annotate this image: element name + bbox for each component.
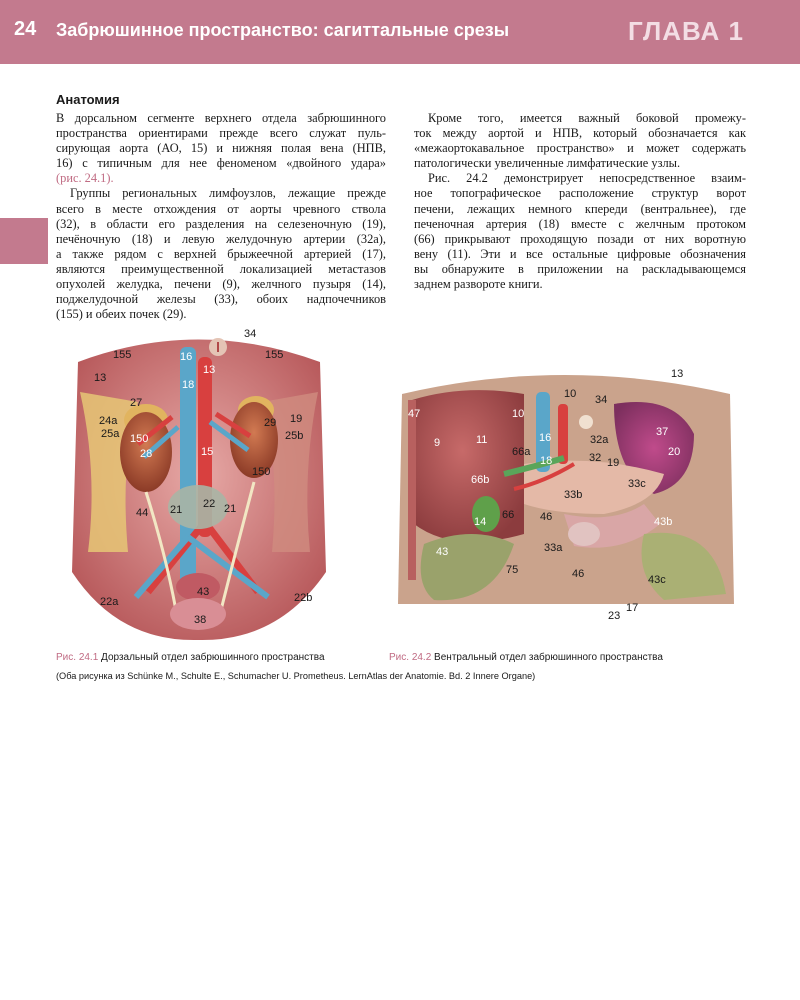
- figure-label: 75: [506, 564, 519, 576]
- figure-label: 21: [224, 503, 237, 515]
- figure-label: 66b: [471, 474, 490, 486]
- left-column: [56, 111, 386, 322]
- text-line: всего в месте отхождения от аорты чревного ствола: [56, 201, 386, 216]
- figure-label: 46: [540, 511, 553, 523]
- text-line: поджелудочной железы (33), обоих надпочечников: [56, 292, 386, 307]
- figure-label: 34: [244, 328, 257, 340]
- figure-label: 19: [607, 457, 620, 469]
- figure-label: 15: [201, 446, 214, 458]
- figure-caption: [389, 652, 663, 663]
- figure-label: 66a: [512, 446, 531, 458]
- text-line: являются преимущественной локализацией метастазов: [56, 261, 386, 276]
- text-line: Кроме того, имеется важный боковой промежу-: [428, 111, 746, 125]
- figure-caption: [56, 652, 325, 663]
- figure-label: 150: [252, 466, 271, 478]
- text-line: печени, лежащих немного кпереди (вентральнее), где: [414, 201, 746, 216]
- figure-label: 13: [671, 368, 684, 380]
- figure-label: 14: [474, 516, 487, 528]
- figure-label: 10: [564, 388, 577, 400]
- caption-label: Рис. 24.2: [389, 652, 432, 663]
- figure-label: 43: [197, 586, 210, 598]
- figure-24-1-illustration: [58, 322, 340, 642]
- text-line: заднем развороте книги.: [414, 277, 543, 292]
- text-line: пространства ориентирами прежде всего служат пуль-: [56, 126, 386, 141]
- thumb-tab: [0, 218, 48, 264]
- page-number: 24: [14, 18, 37, 40]
- text-line: В дорсальном сегменте верхнего отдела забрюшинного: [56, 111, 386, 125]
- figure-label: 155: [113, 349, 132, 361]
- figure-label: 11: [476, 434, 488, 446]
- figure-reference: (рис. 24.1).: [56, 171, 114, 186]
- figure-label: 13: [94, 372, 107, 384]
- figure-label: 43b: [654, 516, 673, 528]
- figure-label: 16: [180, 351, 193, 363]
- caption-text: Дорзальный отдел забрюшинного пространства: [98, 652, 325, 663]
- figure-label: 24a: [99, 415, 118, 427]
- figure-source-note: (Оба рисунка из Schünke M., Schulte E., Schumacher U. Prometheus. LernAtlas der Anatomie. Bd. 2 Innere Organe): [56, 671, 536, 681]
- figure-label: 37: [656, 426, 669, 438]
- running-title: Забрюшинное пространство: сагиттальные срезы: [56, 20, 510, 40]
- figure-label: 21: [170, 504, 183, 516]
- text-line: печёночную (18) и левую желудочную артерии (32а),: [56, 231, 386, 246]
- figure-label: 10: [512, 408, 525, 420]
- figure-label: 20: [668, 446, 681, 458]
- figure-label: 17: [626, 602, 639, 614]
- figure-label: 38: [194, 614, 207, 626]
- page-header: [0, 0, 800, 64]
- figure-label: 22: [203, 498, 216, 510]
- text-line: Группы региональных лимфоузлов, лежащие прежде: [70, 186, 386, 201]
- figure-label: 18: [540, 455, 553, 467]
- figure-label: 9: [434, 437, 441, 449]
- figure-label: 29: [264, 417, 277, 429]
- section-heading: Анатомия: [56, 92, 120, 107]
- figure-label: 27: [130, 397, 143, 409]
- figure-label: 22b: [294, 592, 313, 604]
- figure-label: 47: [408, 408, 421, 420]
- text-line: 16) с типичным для нее феноменом «двойного удара»: [56, 156, 386, 171]
- figure-label: 18: [182, 379, 195, 391]
- figure-label: 43: [436, 546, 449, 558]
- text-line: а также рядом с верхней брыжеечной артерией (17),: [56, 246, 386, 261]
- text-line: Рис. 24.2 демонстрирует непосредственное взаим-: [428, 171, 746, 186]
- caption-label: Рис. 24.1: [56, 652, 99, 663]
- figure-label: 150: [130, 433, 149, 445]
- text-line: (155) и обеих почек (29).: [56, 307, 187, 322]
- figure-label: 23: [608, 610, 621, 622]
- figure-label: 43c: [648, 574, 666, 586]
- text-line: (32), в области его разделения на селезеночную (19),: [56, 216, 386, 231]
- text-line: опухолей желудка, печени (9), желчного пузыря (14),: [56, 277, 386, 292]
- text-line: вы обнаружите в приложении на раскладывающемся: [414, 261, 746, 276]
- figure-label: 32a: [590, 434, 609, 446]
- text-line: вену (11). Эти и все остальные цифровые обозначения: [414, 246, 746, 261]
- figure-label: 22a: [100, 596, 119, 608]
- figure-24-2-illustration: [394, 364, 738, 622]
- figure-label: 32: [589, 452, 602, 464]
- figure-label: 33a: [544, 542, 563, 554]
- figure-label: 33b: [564, 489, 583, 501]
- figure-label: 19: [290, 413, 303, 425]
- text-line: сирующая аорта (АО, 15) и нижняя полая вена (НПВ,: [56, 141, 386, 156]
- figure-label: 155: [265, 349, 284, 361]
- text-line: ное топографическое расположение структур ворот: [414, 186, 746, 201]
- figure-label: 44: [136, 507, 149, 519]
- figure-label: 28: [140, 448, 153, 460]
- figure-label: 46: [572, 568, 585, 580]
- figure-label: 33c: [628, 478, 646, 490]
- text-line: печеночная артерия (18) вместе с желчным протоком: [414, 216, 746, 231]
- chapter-label: ГЛАВА 1: [627, 16, 744, 46]
- text-line: патологически увеличенные лимфатические узлы.: [414, 156, 681, 171]
- figure-label: 34: [595, 394, 608, 406]
- right-column: [414, 111, 746, 292]
- figure-label: 13: [203, 364, 216, 376]
- figure-label: 25b: [285, 430, 304, 442]
- text-line: ток между аортой и НПВ, который обозначается как: [414, 126, 746, 141]
- figure-label: 16: [539, 432, 552, 444]
- figure-label: 25a: [101, 428, 120, 440]
- text-line: (66) прикрывают проходящую позади от них воротную: [414, 231, 746, 246]
- caption-text: Вентральный отдел забрюшинного пространства: [431, 652, 663, 663]
- text-line: «межаортокавальное пространство» и может содержать: [414, 141, 746, 156]
- figure-label: 66: [502, 509, 515, 521]
